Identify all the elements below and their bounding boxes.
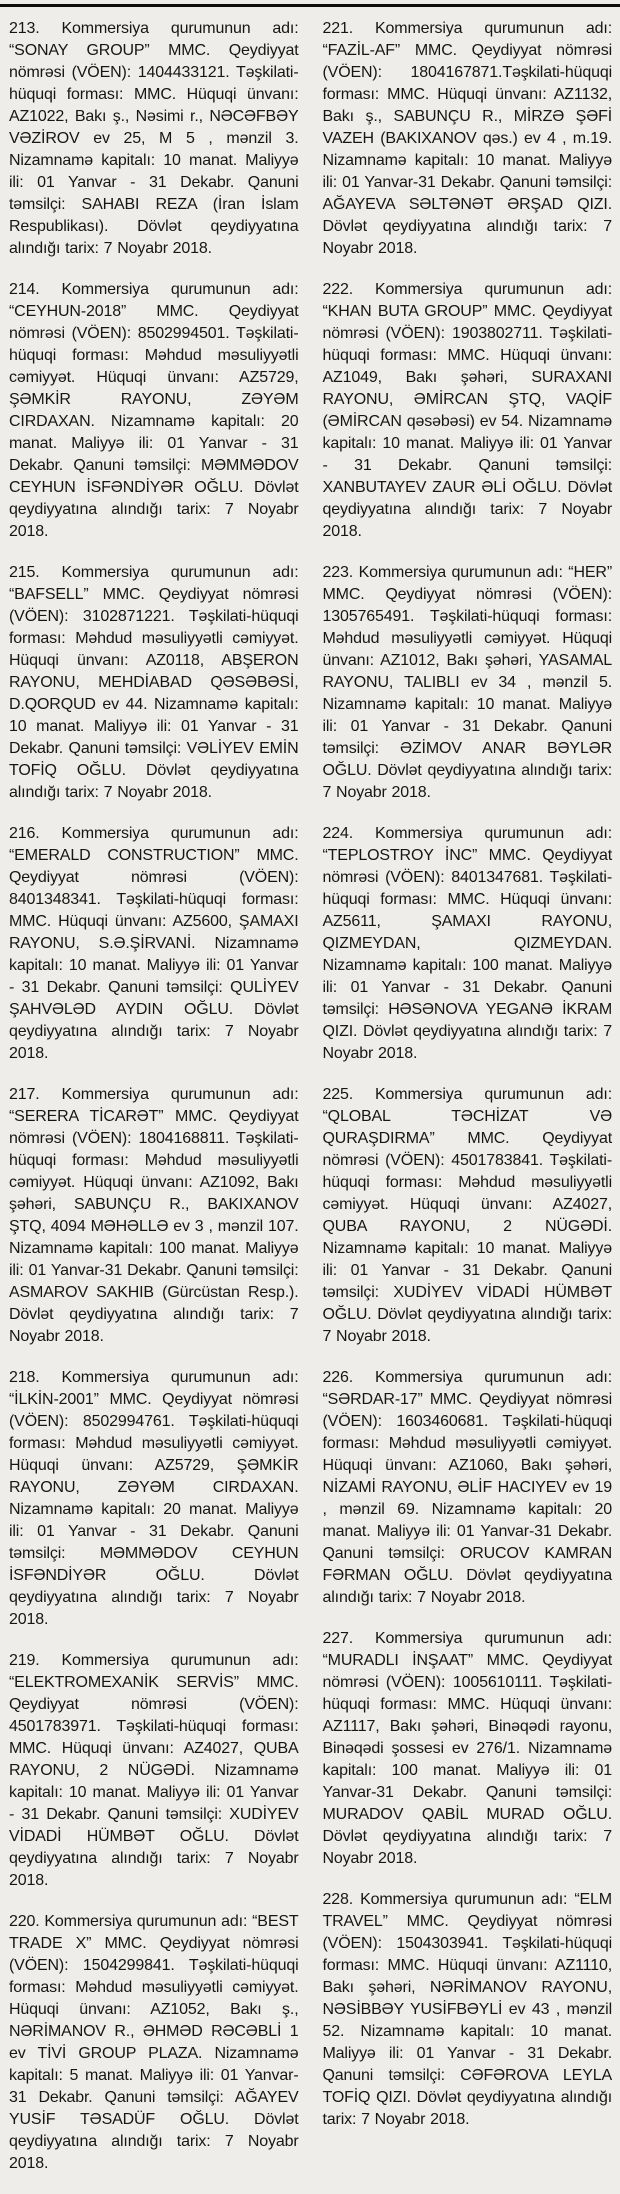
registry-entry-219: 219. Kommersiya qurumunun adı: “ELEKTROMEXANİK SERVİS” MMC. Qeydiyyat nömrəsi (VÖEN): 4501783971. Təşkilati-hüquqi forması: MMC. Hüquqi ünvanı: AZ4027, QUBA RAYONU, 2 NÜGƏDİ. Nizamnamə kapitalı: 10 manat. Maliyyə ili: 01 Yanvar - 31 Dekabr. Qanuni təmsilçi: XUDİYEV VİDADİ HÜMBƏT OĞLU. Dövlət qeydiyyatına alındığı tarix: 7 Noyabr 2018. — [9, 1652, 299, 1889]
registry-entry-226: 226. Kommersiya qurumunun adı: “SƏRDAR-17” MMC. Qeydiyyat nömrəsi (VÖEN): 1603460681. Təşkilati-hüquqi forması: Məhdud məsuliyyətli cəmiyyət. Hüquqi ünvanı: AZ1060, Bakı şəhəri, NİZAMİ RAYONU, ƏLİF HACIYEV ev 19 , mənzil 69. Nizamnamə kapitalı: 20 manat. Maliyyə ili: 01 Yanvar-31 Dekabr. Qanuni təmsilçi: ORUCOV KAMRAN FƏRMAN OĞLU. Dövlət qeydiyyatına alındığı tarix: 7 Noyabr 2018. — [322, 1369, 612, 1606]
registry-entry-228: 228. Kommersiya qurumunun adı: “ELM TRAVEL” MMC. Qeydiyyat nömrəsi (VÖEN): 1504303941. Təşkilati-hüquqi forması: MMC. Hüquqi ünvanı: AZ1110, Bakı şəhəri, NƏRİMANOV RAYONU, NƏSİBBƏY YUSİFBƏYLİ ev 43 , mənzil 52. Nizamnamə kapitalı: 10 manat. Maliyyə ili: 01 Yanvar - 31 Dekabr. Qanuni təmsilçi: CƏFƏROVA LEYLA TOFİQ QIZI. Dövlət qeydiyyatına alındığı tarix: 7 Noyabr 2018. — [322, 1891, 612, 2128]
registry-entry-214: 214. Kommersiya qurumunun adı: “CEYHUN-2018” MMC. Qeydiyyat nömrəsi (VÖEN): 8502994501. Təşkilati-hüquqi forması: Məhdud məsuliyyətli cəmiyyət. Hüquqi ünvanı: AZ5729, ŞƏMKİR RAYONU, ZƏYƏM CIRDAXAN. Nizamnamə kapitalı: 20 manat. Maliyyə ili: 01 Yanvar - 31 Dekabr. Qanuni təmsilçi: MƏMMƏDOV CEYHUN İSFƏNDİYƏR OĞLU. Dövlət qeydiyyatına alındığı tarix: 7 Noyabr 2018. — [9, 281, 299, 540]
registry-entry-213: 213. Kommersiya qurumunun adı: “SONAY GROUP” MMC. Qeydiyyat nömrəsi (VÖEN): 1404433121. Təşkilati-hüquqi forması: MMC. Hüquqi ünvanı: AZ1022, Bakı ş., Nəsimi r., NƏCƏFBƏY VƏZİROV ev 25, M 5 , mənzil 3. Nizamnamə kapitalı: 10 manat. Maliyyə ili: 01 Yanvar - 31 Dekabr. Qanuni təmsilçi: SAHABI REZA (İran İslam Respublikası). Dövlət qeydiyyatına alındığı tarix: 7 Noyabr 2018. — [9, 20, 299, 257]
registry-entry-225: 225. Kommersiya qurumunun adı: “QLOBAL TƏCHİZAT VƏ QURAŞDIRMA” MMC. Qeydiyyat nömrəsi (VÖEN): 4501783841. Təşkilati-hüquqi forması: Məhdud məsuliyyətli cəmiyyət. Hüquqi ünvanı: AZ4027, QUBA RAYONU, 2 NÜGƏDİ. Nizamnamə kapitalı: 10 manat. Maliyyə ili: 01 Yanvar - 31 Dekabr. Qanuni təmsilçi: XUDİYEV VİDADİ HÜMBƏT OĞLU. Dövlət qeydiyyatına alındığı tarix: 7 Noyabr 2018. — [322, 1086, 612, 1345]
registry-entry-218: 218. Kommersiya qurumunun adı: “İLKİN-2001” MMC. Qeydiyyat nömrəsi (VÖEN): 8502994761. Təşkilati-hüquqi forması: Məhdud məsuliyyətli cəmiyyət. Hüquqi ünvanı: AZ5729, ŞƏMKİR RAYONU, ZƏYƏM CIRDAXAN. Nizamnamə kapitalı: 20 manat. Maliyyə ili: 01 Yanvar - 31 Dekabr. Qanuni təmsilçi: MƏMMƏDOV CEYHUN İSFƏNDİYƏR OĞLU. Dövlət qeydiyyatına alındığı tarix: 7 Noyabr 2018. — [9, 1369, 299, 1628]
registry-entry-220: 220. Kommersiya qurumunun adı: “BEST TRADE X” MMC. Qeydiyyat nömrəsi (VÖEN): 1504299841. Təşkilati-hüquqi forması: Məhdud məsuliyyətli cəmiyyət. Hüquqi ünvanı: AZ1052, Bakı ş., NƏRİMANOV R., ƏHMƏD RƏCƏBLİ 1 ev TİVİ GROUP PLAZA. Nizamnamə kapitalı: 5 manat. Maliyyə ili: 01 Yanvar-31 Dekabr. Qanuni təmsilçi: AĞAYEV YUSİF TƏSADÜF OĞLU. Dövlət qeydiyyatına alındığı tarix: 7 Noyabr 2018. — [9, 1913, 299, 2172]
registry-entry-216: 216. Kommersiya qurumunun adı: “EMERALD CONSTRUCTION” MMC. Qeydiyyat nömrəsi (VÖEN): 8401348341. Təşkilati-hüquqi forması: MMC. Hüquqi ünvanı: AZ5600, ŞAMAXI RAYONU, S.Ə.ŞİRVANİ. Nizamnamə kapitalı: 10 manat. Maliyyə ili: 01 Yanvar - 31 Dekabr. Qanuni təmsilçi: QULİYEV ŞAHVƏLƏD AYDIN OĞLU. Dövlət qeydiyyatına alındığı tarix: 7 Noyabr 2018. — [9, 825, 299, 1062]
registry-entry-215: 215. Kommersiya qurumunun adı: “BAFSELL” MMC. Qeydiyyat nömrəsi (VÖEN): 3102871221. Təşkilati-hüquqi forması: Məhdud məsuliyyətli cəmiyyət. Hüquqi ünvanı: AZ0118, ABŞERON RAYONU, MEHDİABAD QƏSƏBƏSİ, D.QORQUD ev 44. Nizamnamə kapitalı: 10 manat. Maliyyə ili: 01 Yanvar - 31 Dekabr. Qanuni təmsilçi: VƏLİYEV EMİN TOFİQ OĞLU. Dövlət qeydiyyatına alındığı tarix: 7 Noyabr 2018. — [9, 564, 299, 801]
columns-container — [4, 0, 616, 2194]
registry-entry-224: 224. Kommersiya qurumunun adı: “TEPLOSTROY İNC” MMC. Qeydiyyat nömrəsi (VÖEN): 8401347681. Təşkilati-hüquqi forması: MMC. Hüquqi ünvanı: AZ5611, ŞAMAXI RAYONU, QIZMEYDAN, QIZMEYDAN. Nizamnamə kapitalı: 100 manat. Maliyyə ili: 01 Yanvar - 31 Dekabr. Qanuni təmsilçi: HƏSƏNOVA YEGANƏ İKRAM QIZI. Dövlət qeydiyyatına alındığı tarix: 7 Noyabr 2018. — [322, 825, 612, 1062]
registry-entry-222: 222. Kommersiya qurumunun adı: “KHAN BUTA GROUP” MMC. Qeydiyyat nömrəsi (VÖEN): 1903802711. Təşkilati-hüquqi forması: MMC. Hüquqi ünvanı: AZ1049, Bakı şəhəri, SURAXANI RAYONU, ƏMİRCAN ŞTQ, VAQİF (ƏMİRCAN qəsəbəsi) ev 54. Nizamnamə kapitalı: 10 manat. Maliyyə ili: 01 Yanvar - 31 Dekabr. Qanuni təmsilçi: XANBUTAYEV ZAUR ƏLİ OĞLU. Dövlət qeydiyyatına alındığı tarix: 7 Noyabr 2018. — [322, 281, 612, 540]
left-column — [9, 18, 299, 2194]
top-rule — [0, 4, 620, 7]
registry-entry-217: 217. Kommersiya qurumunun adı: “SERERA TİCARƏT” MMC. Qeydiyyat nömrəsi (VÖEN): 1804168811. Təşkilati-hüquqi forması: Məhdud məsuliyyətli cəmiyyət. Hüquqi ünvanı: AZ1092, Bakı şəhəri, SABUNÇU R., BAKIXANOV ŞTQ, 4094 MƏHƏLLƏ ev 3 , mənzil 107. Nizamnamə kapitalı: 100 manat. Maliyyə ili: 01 Yanvar-31 Dekabr. Qanuni təmsilçi: ASMAROV SAKHIB (Gürcüstan Resp.). Dövlət qeydiyyatına alındığı tarix: 7 Noyabr 2018. — [9, 1086, 299, 1345]
registry-entry-223: 223. Kommersiya qurumunun adı: “HER” MMC. Qeydiyyat nömrəsi (VÖEN): 1305765491. Təşkilati-hüquqi forması: Məhdud məsuliyyətli cəmiyyət. Hüquqi ünvanı: AZ1012, Bakı şəhəri, YASAMAL RAYONU, TALIBLI ev 34 , mənzil 5. Nizamnamə kapitalı: 10 manat. Maliyyə ili: 01 Yanvar - 31 Dekabr. Qanuni təmsilçi: ƏZİMOV ANAR BƏYLƏR OĞLU. Dövlət qeydiyyatına alındığı tarix: 7 Noyabr 2018. — [322, 564, 612, 801]
registry-entry-221: 221. Kommersiya qurumunun adı: “FAZİL-AF” MMC. Qeydiyyat nömrəsi (VÖEN): 1804167871.Təşkilati-hüquqi forması: MMC. Hüquqi ünvanı: AZ1132, Bakı ş., SABUNÇU R., MİRZƏ ŞƏFİ VAZEH (BAKIXANOV qəs.) ev 4 , m.19. Nizamnamə kapitalı: 10 manat. Maliyyə ili: 01 Yanvar-31 Dekabr. Qanuni təmsilçi: AĞAYEVA SƏLTƏNƏT ƏRŞAD QIZI. Dövlət qeydiyyatına alındığı tarix: 7 Noyabr 2018. — [322, 20, 612, 257]
registry-entry-227: 227. Kommersiya qurumunun adı: “MURADLI İNŞAAT” MMC. Qeydiyyat nömrəsi (VÖEN): 1005610111. Təşkilati-hüquqi forması: MMC. Hüquqi ünvanı: AZ1117, Bakı şəhəri, Binəqədi rayonu, Binəqədi şossesi ev 276/1. Nizamnamə kapitalı: 100 manat. Maliyyə ili: 01 Yanvar-31 Dekabr. Qanuni təmsilçi: MURADOV QABİL MURAD OĞLU. Dövlət qeydiyyatına alındığı tarix: 7 Noyabr 2018. — [322, 1630, 612, 1867]
right-column — [323, 18, 613, 2194]
